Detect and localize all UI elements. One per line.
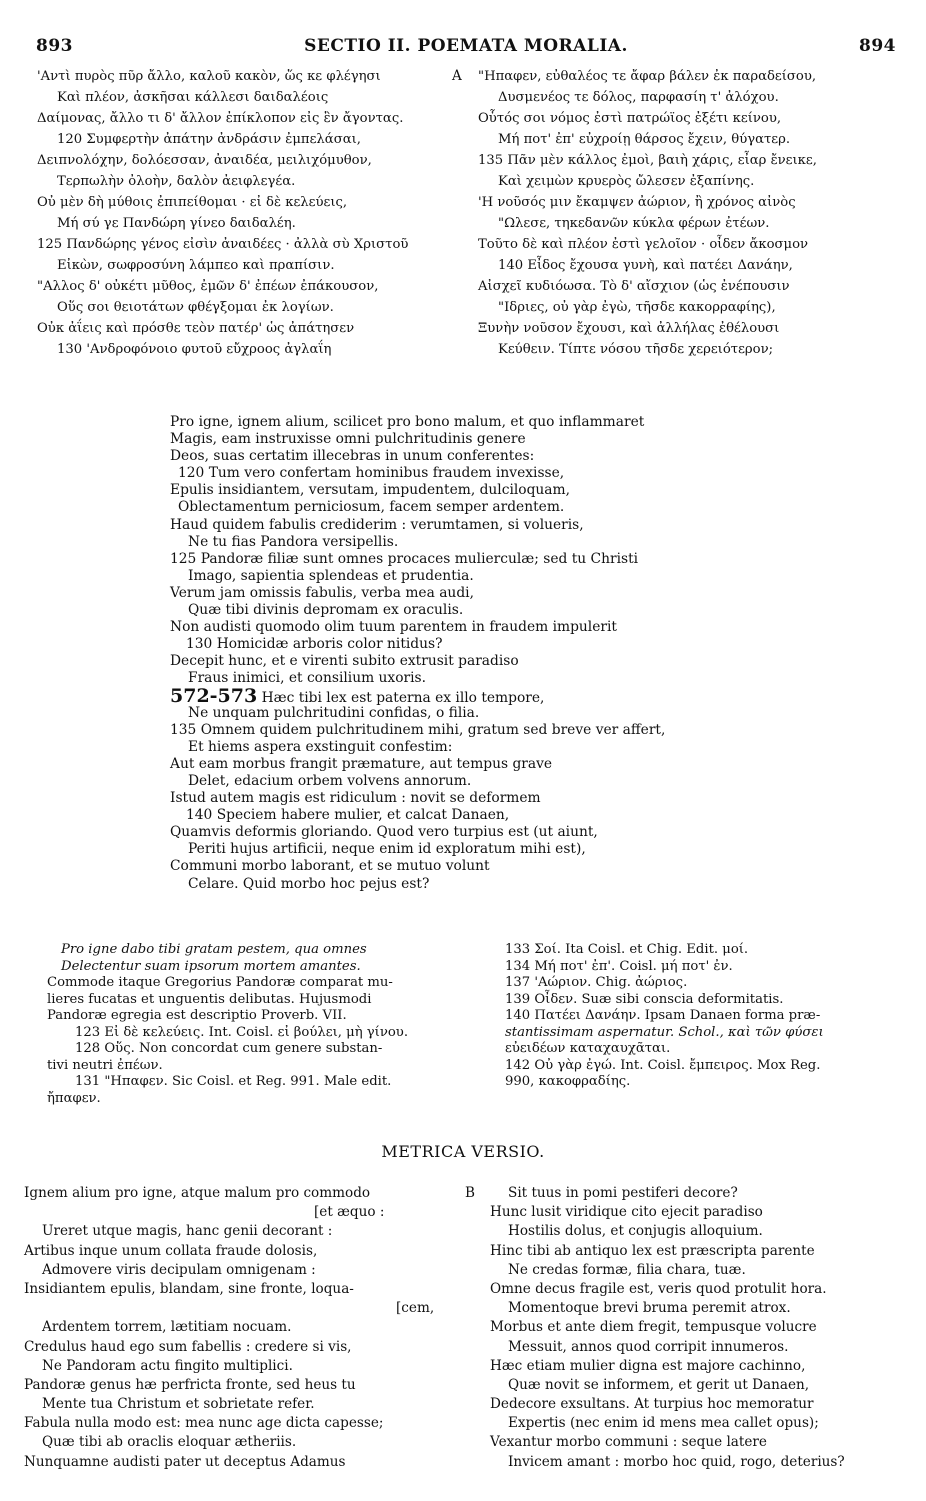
latin-line: Aut eam morbus frangit præmature, aut tempus grave: [170, 755, 553, 772]
verse-line: Hostilis dolus, et conjugis alloquium.: [508, 1223, 763, 1240]
greek-line: 135 Πᾶν μὲν κάλλος ἐμοὶ, βαιὴ χάρις, εἶαρ ἔνεικε,: [478, 153, 817, 168]
latin-translation: [170, 414, 770, 893]
verse-line: Ureret utque magis, hanc genii decorant :: [42, 1223, 333, 1240]
greek-line: Μή ποτ' ἐπ' εὐχροίῃ θάρσος ἔχειν, θύγατερ.: [498, 132, 791, 147]
latin-line: Non audisti quomodo olim tuum parentem in fraudem impulerit: [170, 619, 617, 636]
verse-line: Admovere viris decipulam omnigenam :: [42, 1261, 316, 1278]
verse-line: [cem,: [396, 1300, 435, 1317]
note-line: Pandoræ egregia est descriptio Proverb. VII.: [47, 1008, 347, 1023]
latin-line: 120 Tum vero confertam hominibus fraudem invexisse,: [178, 465, 565, 482]
note-line: Commode itaque Gregorius Pandoræ comparat mu-: [47, 975, 393, 990]
verse-line: Credulus haud ego sum fabellis : credere si vis,: [24, 1338, 352, 1355]
verse-line: Expertis (nec enim id mens mea callet opus);: [508, 1415, 819, 1432]
running-title: SECTIO II. POEMATA MORALIA.: [304, 36, 628, 56]
verse-line: Insidiantem epulis, blandam, sine fronte, loqua-: [24, 1280, 354, 1297]
verse-line: Artibus inque unum collata fraude dolosis,: [24, 1242, 318, 1259]
verse-line: Ignem alium pro igne, atque malum pro commodo: [24, 1185, 371, 1201]
page-number-left: 893: [36, 36, 73, 56]
note-line: 128 Οὕς. Non concordat cum genere substan-: [75, 1041, 383, 1056]
greek-line: Εἰκὼν, σωφροσύνη λάμπεο καὶ πραπίσιν.: [57, 258, 335, 273]
note-line: stantissimam aspernatur. Schol., καὶ τῶν φύσει: [505, 1024, 824, 1040]
latin-line: Periti hujus artificii, neque enim id exploratum mihi est),: [188, 841, 586, 858]
latin-line: Oblectamentum perniciosum, facem semper ardentem.: [178, 499, 565, 516]
latin-line: 140 Speciem habere mulier, et calcat Danaen,: [186, 807, 510, 824]
greek-line: Δυσμενέος τε δόλος, παρφασίη τ' ἀλόχου.: [498, 90, 779, 105]
note-line: lieres fucatas et unguentis delibutas. Hujusmodi: [47, 991, 372, 1007]
greek-line: Οὕς σοι θειοτάτων φθέγξομαι ἐκ λογίων.: [57, 300, 334, 315]
greek-line: Καὶ πλέον, ἀσκῆσαι κάλλεσι δαιδαλέοις: [57, 90, 329, 105]
page-number-right: 894: [859, 36, 896, 56]
verse-line: Morbus et ante diem fregit, tempusque volucre: [490, 1319, 817, 1336]
latin-line: Magis, eam instruxisse omni pulchritudinis genere: [170, 431, 526, 448]
note-line: Delectentur suam ipsorum mortem amantes.: [61, 958, 361, 974]
verse-line: Ne credas formæ, filia chara, tuæ.: [508, 1261, 746, 1278]
latin-line: Imago, sapientia splendeas et prudentia.: [188, 567, 474, 584]
verse-line: Ardentem torrem, lætitiam nocuam.: [42, 1319, 292, 1336]
latin-line: Fraus inimici, et consilium uxoris.: [188, 670, 426, 687]
note-line: 123 Εἰ δὲ κελεύεις. Int. Coisl. εἰ βούλει, μὴ γίνου.: [75, 1024, 409, 1040]
latin-line: Quæ tibi divinis depromam ex oraculis.: [188, 602, 464, 619]
verse-line: Fabula nulla modo est: mea nunc age dicta capesse;: [24, 1415, 384, 1432]
greek-line: 130 'Ανδροφόνοιο φυτοῦ εὔχροος ἀγλαΐη: [57, 342, 332, 357]
greek-line: 140 Εἶδος ἔχουσα γυνὴ, καὶ πατέει Δανάην,: [498, 258, 793, 273]
note-line: ἤπαφεν.: [47, 1090, 101, 1106]
latin-line: Hæc tibi lex est paterna ex illo tempore,: [261, 689, 545, 706]
note-line: tivi neutri ἐπέων.: [47, 1057, 163, 1073]
greek-line: Αἰσχεῖ κυδιόωσα. Τὸ δ' αἴσχιον (ὡς ἐνέπουσιν: [478, 279, 790, 294]
verse-line: Invicem amant : morbo hoc quid, rogo, deterius?: [508, 1453, 845, 1470]
greek-text-left-column: [37, 66, 465, 360]
verse-line: Messuit, annos quod corripit innumeros.: [508, 1338, 789, 1355]
greek-line: "Ωλεσε, τηκεδανῶν κύκλα φέρων ἐτέων.: [498, 216, 770, 231]
note-line: 131 "Ηπαφεν. Sic Coisl. et Reg. 991. Male edit.: [75, 1074, 392, 1089]
verse-line: Mente tua Christum et sobrietate refer.: [42, 1396, 315, 1413]
greek-line: Κεύθειν. Τίπτε νόσου τῆσδε χερειότερον;: [498, 342, 774, 357]
verse-line: Hæc etiam mulier digna est majore cachinno,: [490, 1357, 806, 1374]
greek-line: Μή σύ γε Πανδώρη γίνεο δαιδαλέη.: [57, 216, 296, 231]
note-line: 140 Πατέει Δανάην. Ipsam Danaen forma præ-: [505, 1008, 821, 1023]
greek-line: "Ηπαφεν, εὐθαλέος τε ἄφαρ βάλεν ἐκ παραδείσου,: [478, 69, 817, 84]
greek-line: "Αλλος δ' οὐκέτι μῦθος, ἐμῶν δ' ἐπέων ἐπάκουσον,: [37, 279, 379, 294]
notes-right-column: [505, 942, 915, 1091]
greek-line: Ξυνὴν νοῦσον ἔχουσι, καὶ ἀλλήλας ἐθέλουσι: [478, 321, 780, 336]
verse-line: Ne Pandoram actu fingito multiplici.: [42, 1357, 293, 1374]
greek-line: Οὐκ ἀΐεις καὶ πρόσθε τεὸν πατέρ' ὡς ἀπάτησεν: [37, 321, 355, 336]
verse-line: Nunquamne audisti pater ut deceptus Adamus: [24, 1453, 346, 1470]
greek-line: "Ιδριες, οὐ γὰρ ἐγὼ, τῆσδε κακορραφίης),: [498, 300, 776, 315]
section-heading: METRICA VERSIO.: [381, 1142, 545, 1161]
latin-line: Et hiems aspera exstinguit confestim:: [188, 738, 453, 755]
verse-line: Omne decus fragile est, veris quod protulit hora.: [490, 1280, 827, 1297]
greek-line: 'Η νοῦσός μιν ἔκαμψεν ἀώριον, ἢ χρόνος αἰνὸς: [478, 195, 796, 210]
latin-line: Pro igne, ignem alium, scilicet pro bono malum, et quo inflammaret: [170, 414, 645, 430]
note-line: 133 Σοί. Ita Coisl. et Chig. Edit. μοί.: [505, 942, 749, 957]
column-marker-b: B: [465, 1185, 475, 1201]
verse-line: Dedecore exsultans. At turpius hoc memoratur: [490, 1396, 814, 1413]
latin-line: Decepit hunc, et e virenti subito extrusit paradiso: [170, 653, 519, 670]
latin-line: Ne unquam pulchritudini confidas, o filia.: [188, 704, 480, 721]
greek-line: Τερπωλὴν ὀλοὴν, δαλὸν ἀειφλεγέα.: [57, 174, 296, 189]
latin-line: Istud autem magis est ridiculum : novit se deformem: [170, 790, 541, 807]
latin-line: Ne tu fias Pandora versipellis.: [188, 533, 399, 550]
note-line: 139 Οἶδεν. Suæ sibi conscia deformitatis.: [505, 991, 784, 1007]
greek-text-right-column: [478, 66, 898, 360]
note-line: 142 Οὐ γὰρ ἐγώ. Int. Coisl. ἔμπειρος. Mox Reg.: [505, 1057, 821, 1073]
latin-line: Deos, suas certatim illecebras in unum conferentes:: [170, 448, 535, 465]
verse-line: Vexantur morbo communi : seque latere: [490, 1434, 767, 1451]
latin-line: 135 Omnem quidem pulchritudinem mihi, gratum sed breve ver affert,: [170, 721, 666, 738]
verse-line: [et æquo :: [314, 1204, 385, 1221]
greek-line: 125 Πανδώρης γένος εἰσὶν ἀναιδέες · ἀλλὰ σὺ Χριστοῦ: [37, 237, 409, 252]
latin-line: Delet, edacium orbem volvens annorum.: [188, 772, 472, 789]
metrical-version-left-column: [24, 1184, 474, 1472]
latin-line: Verum jam omissis fabulis, verba mea audi,: [170, 584, 474, 601]
greek-line: 'Αντὶ πυρὸς πῦρ ἄλλο, καλοῦ κακὸν, ὥς κε φλέγησι: [37, 69, 381, 84]
note-line: Pro igne dabo tibi gratam pestem, qua omnes: [61, 942, 367, 957]
greek-line: 120 Συμφερτὴν ἀπάτην ἀνδράσιν ἐμπελάσαι,: [57, 132, 361, 147]
latin-line: Quamvis deformis gloriando. Quod vero turpius est (ut aiunt,: [170, 824, 598, 841]
notes-left-column: [47, 942, 467, 1107]
verse-line: Quæ novit se informem, et gerit ut Danaen,: [508, 1376, 810, 1393]
latin-line: Epulis insidiantem, versutam, impudentem, dulciloquam,: [170, 482, 570, 499]
latin-line: Celare. Quid morbo hoc pejus est?: [188, 875, 430, 892]
greek-line: Δαίμονας, ἄλλο τι δ' ἄλλον ἐπίκλοπον εἰς ἓν ἄγοντας.: [37, 111, 404, 126]
latin-line: Communi morbo laborant, et se mutuo volunt: [170, 858, 490, 875]
greek-line: Οὐ μὲν δὴ μύθοις ἐπιπείθομαι · εἰ δὲ κελεύεις,: [37, 195, 348, 210]
greek-line: Δειπνολόχην, δολόεσσαν, ἀναιδέα, μειλιχόμυθον,: [37, 153, 372, 168]
verse-line: Momentoque brevi bruma peremit atrox.: [508, 1300, 791, 1317]
verse-line: Hunc lusit viridique cito ejecit paradiso: [490, 1204, 763, 1221]
latin-line: 125 Pandoræ filiæ sunt omnes procaces mulierculæ; sed tu Christi: [170, 550, 639, 567]
note-line: εὐειδέων καταχαυχᾶται.: [505, 1041, 671, 1056]
latin-line: 130 Homicidæ arboris color nitidus?: [186, 636, 443, 653]
greek-line: Οὗτός σοι νόμος ἐστὶ πατρώϊος ἐξέτι κείνου,: [478, 111, 782, 126]
column-marker-a: A: [452, 68, 462, 84]
metrical-version-right-column: [490, 1184, 910, 1472]
note-line: 137 'Αώριον. Chig. ἀώριος.: [505, 975, 688, 990]
running-header: [36, 36, 896, 60]
verse-line: Pandoræ genus hæ perfricta fronte, sed heus tu: [24, 1376, 356, 1393]
verse-line: Sit tuus in pomi pestiferi decore?: [508, 1185, 738, 1201]
verse-line: Hinc tibi ab antiquo lex est præscripta parente: [490, 1242, 815, 1259]
verse-line: Quæ tibi ab oraclis eloquar ætheriis.: [42, 1434, 297, 1451]
greek-line: Καὶ χειμὼν κρυερὸς ὤλεσεν ἐξαπίνης.: [498, 174, 755, 189]
column-number-marker: 572-573: [170, 684, 258, 707]
note-line: 134 Μή ποτ' ἐπ'. Coisl. μή ποτ' ἐν.: [505, 958, 733, 974]
greek-line: Τοῦτο δὲ καὶ πλέον ἐστὶ γελοῖον · οἶδεν ἄκοσμον: [478, 237, 809, 252]
latin-line: Haud quidem fabulis crediderim : verumtamen, si volueris,: [170, 516, 584, 533]
note-line: 990, κακοφραδίης.: [505, 1074, 631, 1089]
